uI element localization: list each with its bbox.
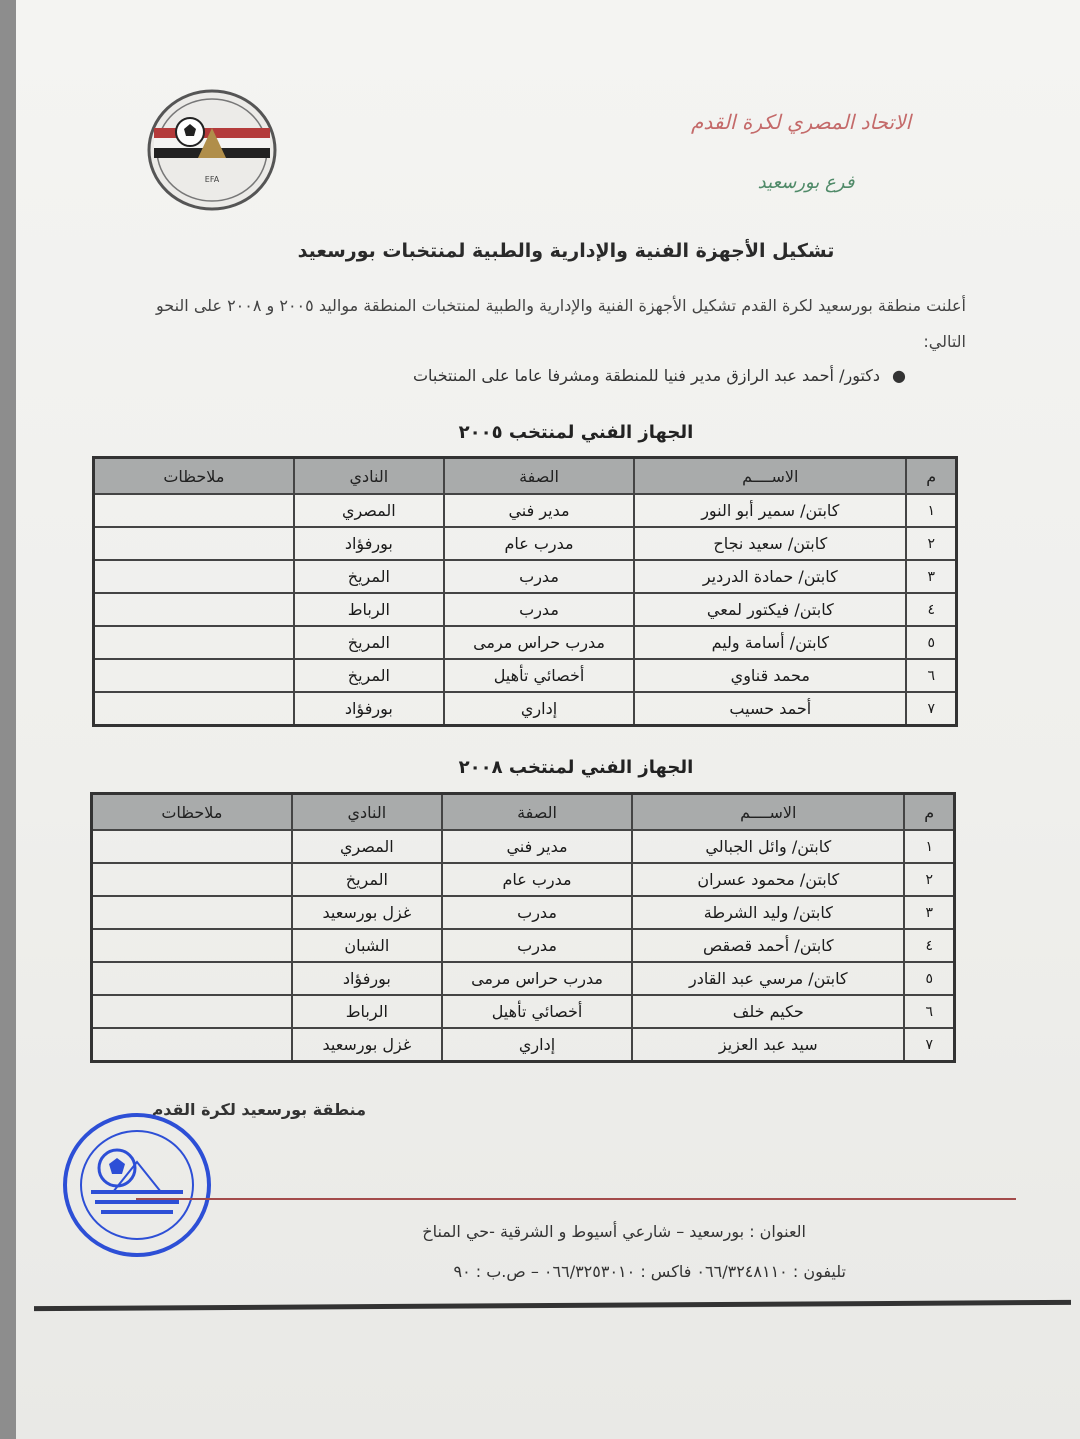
cell-club: المريخ [294, 659, 444, 692]
cell-name: سيد عبد العزيز [632, 1028, 904, 1062]
cell-notes [92, 962, 292, 995]
cell-club: بورفؤاد [294, 527, 444, 560]
header-notes: ملاحظات [94, 458, 294, 495]
svg-text:EFA: EFA [204, 175, 220, 184]
cell-notes [94, 626, 294, 659]
table-row [94, 527, 957, 560]
cell-role: إداري [444, 692, 634, 726]
table-2008-caption: الجهاز الفني لمنتخب ٢٠٠٨ [458, 757, 694, 778]
cell-club: بورفؤاد [294, 692, 444, 726]
cell-notes [94, 494, 294, 527]
cell-club: المصري [294, 494, 444, 527]
header-notes: ملاحظات [92, 794, 292, 831]
footer-divider [136, 1198, 1016, 1200]
table-row [94, 494, 957, 527]
cell-notes [94, 527, 294, 560]
cell-club: المريخ [292, 863, 442, 896]
cell-club: بورفؤاد [292, 962, 442, 995]
cell-num: ١ [906, 494, 956, 527]
cell-role: أخصائي تأهيل [442, 995, 632, 1028]
cell-role: أخصائي تأهيل [444, 659, 634, 692]
cell-name: كابتن/ حمادة الدردير [634, 560, 906, 593]
table-row [92, 863, 955, 896]
header-num: م [904, 794, 954, 831]
cell-club: المصري [292, 830, 442, 863]
bullet-text: دكتور/ أحمد عبد الرازق مدير فنيا للمنطقة ومشرفا عاما على المنتخبات [412, 366, 881, 385]
cell-num: ١ [904, 830, 954, 863]
cell-role: إداري [442, 1028, 632, 1062]
cell-num: ٢ [904, 863, 954, 896]
cell-num: ٥ [904, 962, 954, 995]
header-name: الاســــم [634, 458, 906, 495]
cell-club: غزل بورسعيد [292, 896, 442, 929]
cell-role: مدير فني [444, 494, 634, 527]
table-row [92, 1028, 955, 1062]
cell-role: مدرب عام [444, 527, 634, 560]
table-row [92, 896, 955, 929]
cell-club: الرباط [294, 593, 444, 626]
cell-name: كابتن/ فيكتور لمعي [634, 593, 906, 626]
cell-num: ٤ [906, 593, 956, 626]
table-row [94, 659, 957, 692]
cell-notes [92, 830, 292, 863]
letterhead-federation: الاتحاد المصري لكرة القدم [690, 110, 912, 134]
cell-name: محمد قناوي [634, 659, 906, 692]
cell-club: الشبان [292, 929, 442, 962]
table-header-row [94, 458, 957, 495]
efa-logo-icon [146, 88, 278, 212]
cell-role: مدرب [442, 896, 632, 929]
table-row [94, 593, 957, 626]
cell-name: كابتن/ سمير أبو النور [634, 494, 906, 527]
cell-role: مدرب [444, 560, 634, 593]
cell-name: كابتن/ أسامة وليم [634, 626, 906, 659]
cell-club: غزل بورسعيد [292, 1028, 442, 1062]
header-name: الاســــم [632, 794, 904, 831]
footer-address: العنوان : بورسعيد – شارعي أسيوط و الشرقية -حي المناخ [422, 1222, 806, 1241]
staff-table-2005 [92, 456, 958, 727]
header-role: الصفة [444, 458, 634, 495]
cell-notes [92, 863, 292, 896]
cell-notes [94, 560, 294, 593]
official-stamp-icon [61, 1110, 213, 1260]
cell-notes [94, 659, 294, 692]
cell-notes [94, 692, 294, 726]
signature-text: منطقة بورسعيد لكرة القدم [151, 1100, 366, 1119]
header-num: م [906, 458, 956, 495]
cell-club: المريخ [294, 626, 444, 659]
bullet-dot-icon: ● [892, 366, 906, 385]
table-row [94, 692, 957, 726]
bullet-item [316, 366, 906, 385]
document-page [16, 0, 1080, 1439]
cell-name: أحمد حسيب [634, 692, 906, 726]
cell-club: الرباط [292, 995, 442, 1028]
cell-notes [92, 896, 292, 929]
cell-num: ٦ [906, 659, 956, 692]
table-row [92, 962, 955, 995]
document-title: تشكيل الأجهزة الفنية والإدارية والطبية لمنتخبات بورسعيد [297, 240, 835, 262]
cell-num: ٤ [904, 929, 954, 962]
staff-table-2008 [90, 792, 956, 1063]
cell-role: مدرب حراس مرمى [442, 962, 632, 995]
header-club: النادي [294, 458, 444, 495]
table-header-row [92, 794, 955, 831]
cell-role: مدرب [442, 929, 632, 962]
cell-notes [92, 995, 292, 1028]
cell-notes [92, 929, 292, 962]
cell-num: ٣ [906, 560, 956, 593]
cell-name: كابتن/ وليد الشرطة [632, 896, 904, 929]
cell-num: ٧ [906, 692, 956, 726]
footer-phone: تليفون : ٠٦٦/٣٢٤٨١١٠ فاكس : ٠٦٦/٣٢٥٣٠١٠ – ص.ب : ٩٠ [453, 1262, 846, 1281]
cell-name: كابتن/ محمود عسران [632, 863, 904, 896]
cell-num: ٢ [906, 527, 956, 560]
table-row [92, 830, 955, 863]
cell-num: ٥ [906, 626, 956, 659]
cell-club: المريخ [294, 560, 444, 593]
table-row [94, 560, 957, 593]
cell-role: مدرب حراس مرمى [444, 626, 634, 659]
bottom-rule [34, 1300, 1071, 1311]
cell-role: مدرب عام [442, 863, 632, 896]
cell-role: مدير فني [442, 830, 632, 863]
table-row [92, 929, 955, 962]
table-row [94, 626, 957, 659]
cell-num: ٣ [904, 896, 954, 929]
cell-name: كابتن/ سعيد نجاح [634, 527, 906, 560]
cell-notes [94, 593, 294, 626]
cell-num: ٧ [904, 1028, 954, 1062]
cell-role: مدرب [444, 593, 634, 626]
intro-paragraph: أعلنت منطقة بورسعيد لكرة القدم تشكيل الأجهزة الفنية والإدارية والطبية لمنتخبات المنطقة مواليد ٢٠٠٥ و ٢٠٠٨ على النحو التالي: [155, 296, 966, 351]
table-2005-caption: الجهاز الفني لمنتخب ٢٠٠٥ [458, 422, 694, 443]
table-row [92, 995, 955, 1028]
cell-name: كابتن/ وائل الجبالي [632, 830, 904, 863]
cell-num: ٦ [904, 995, 954, 1028]
cell-notes [92, 1028, 292, 1062]
header-role: الصفة [442, 794, 632, 831]
cell-name: حكيم خلف [632, 995, 904, 1028]
header-club: النادي [292, 794, 442, 831]
cell-name: كابتن/ أحمد قصقص [632, 929, 904, 962]
letterhead-branch: فرع بورسعيد [757, 172, 855, 193]
cell-name: كابتن/ مرسي عبد القادر [632, 962, 904, 995]
